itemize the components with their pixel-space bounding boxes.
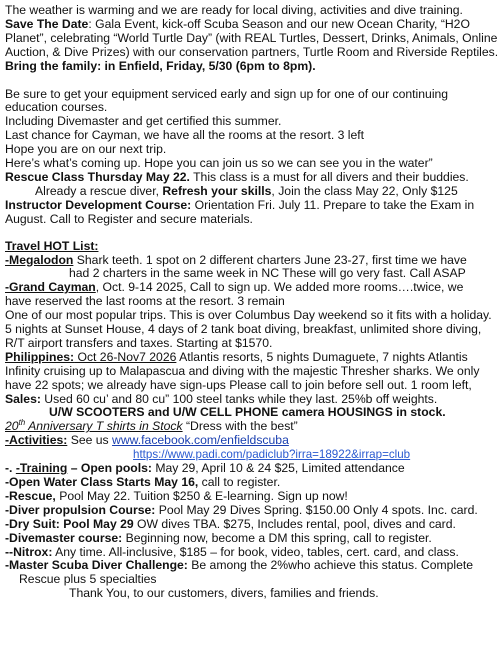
sales-line	[5, 393, 501, 407]
refresh-label: Refresh your skills	[162, 183, 272, 198]
facebook-link[interactable]: www.facebook.com/enfieldscuba	[112, 433, 289, 448]
master-diver-line-2: Rescue plus 5 specialties	[19, 572, 157, 587]
rescue-class-text: This class is a must for all divers and their buddies.	[189, 169, 469, 184]
rescue-course-line	[5, 490, 501, 504]
training-label: -Training	[15, 461, 68, 476]
grand-cayman-line-2: have reserved the last rooms at the resort. 3 remain	[5, 294, 285, 309]
megalodon-text: Shark teeth. 1 spot on 2 different charters June 23-27, first time we have	[73, 252, 467, 267]
open-pools-label: – Open pools:	[67, 461, 152, 476]
save-the-date-paragraph	[5, 18, 501, 74]
propulsion-line	[5, 504, 501, 518]
divemaster-course-line	[5, 532, 501, 546]
training-line	[5, 462, 501, 476]
popular-trip-paragraph: One of our most popular trips. This is over Columbus Day weekend so it fits with a holiday. 5 nights at Sunset House, 4 days of 2 tank boat diving, breakfast, unlimited shore diving, R/T airport transfers and taxes. Starting at $1570.	[5, 308, 492, 350]
dry-suit-text: OW dives TBA. $275, Includes rental, pool, dives and card.	[133, 516, 456, 531]
master-diver-line	[5, 559, 501, 573]
intro-line: The weather is warming and we are ready for local diving, activities and dive training.	[5, 3, 463, 17]
travel-heading: Travel HOT List:	[5, 238, 99, 253]
philippines-text: Atlantis resorts, 5 nights Dumaguete, 7 nights Atlantis Infinity cruising up to Malapascua and diving with the majestic Thresher sharks. We only have 22 spots; we already have sign-ups Please call to join before sell out. 1 room left,	[5, 349, 480, 392]
tshirt-sup: th	[18, 418, 26, 428]
equipment-paragraph: Be sure to get your equipment serviced early and sign up for one of our continuing education courses.	[5, 86, 449, 115]
activities-line	[5, 434, 501, 448]
sales-text: Used 60 cu’ and 80 cu” 100 steel tanks while they last. 25%b off weights.	[40, 391, 438, 406]
nitrox-text: Any time. All-inclusive, $185 – for book, video, tables, cert. card, and class.	[52, 544, 459, 559]
open-water-label: -Open Water Class Starts May 16,	[5, 475, 199, 489]
tshirt-line	[5, 420, 501, 434]
megalodon-label: -Megalodon	[5, 252, 74, 267]
tshirt-label	[5, 419, 183, 433]
megalodon-line-2: had 2 charters in the same week in NC These will go very fast. Call ASAP	[69, 266, 466, 281]
tshirt-quote: “Dress with the best”	[182, 419, 298, 434]
grand-cayman-label: -Grand Cayman	[5, 280, 96, 295]
propulsion-text: Pool May 29 Dives Spring. $150.00 Only 4 spots. Inc. card.	[155, 502, 478, 517]
padi-link[interactable]: https://www.padi.com/padiclub?irra=18922&irrap=club	[133, 448, 411, 462]
grand-cayman-text: , Oct. 9-14 2025, Call to sign up. We added more rooms….twice, we	[95, 280, 464, 295]
refresh-pre: Already a rescue diver,	[35, 183, 163, 198]
megalodon-line	[5, 254, 501, 268]
rescue-course-label: -Rescue,	[5, 488, 56, 503]
scooters-line: U/W SCOOTERS and U/W CELL PHONE camera HOUSINGS in stock.	[49, 405, 446, 420]
padi-line	[5, 448, 501, 462]
idc-label: Instructor Development Course:	[5, 197, 192, 212]
activities-text: See us	[67, 433, 113, 448]
bring-family-text: Bring the family: in Enfield, Friday, 5/30 (6pm to 8pm).	[5, 58, 316, 73]
activities-label: -Activities:	[5, 433, 68, 448]
propulsion-label: -Diver propulsion Course:	[5, 502, 156, 517]
coming-up-line: Here’s what’s coming up. Hope you can join us so we can see you in the water”	[5, 156, 433, 171]
open-water-line	[5, 476, 501, 490]
next-trip-line: Hope you are on our next trip.	[5, 142, 167, 157]
open-pools-text: May 29, April 10 & 24 $25, Limited attendance	[151, 461, 405, 476]
thank-you-line: Thank You, to our customers, divers, families and friends.	[69, 586, 379, 601]
divemaster-course-text: Beginning now, become a DM this spring, call to register.	[122, 530, 432, 545]
divemaster-line: Including Divemaster and get certified this summer.	[5, 114, 282, 129]
tshirt-number: 20	[5, 419, 19, 434]
philippines-label: Philippines:	[5, 349, 75, 364]
master-diver-text: Be among the 2%who achieve this status. Complete	[187, 558, 474, 573]
dry-suit-label: -Dry Suit: Pool May 29	[5, 516, 134, 531]
newsletter	[5, 4, 501, 601]
dry-suit-line	[5, 518, 501, 532]
refresh-post: , Join the class May 22, Only $125	[271, 183, 458, 198]
training-lead: -.	[5, 461, 16, 476]
rescue-course-text: Pool May 22. Tuition $250 & E-learning. Sign up now!	[55, 488, 348, 503]
rescue-class-line	[5, 171, 501, 185]
open-water-text: call to register.	[198, 475, 281, 489]
idc-text: Orientation Fri. July 11. Prepare to take the Exam in August. Call to Register and secure materials.	[5, 197, 475, 226]
grand-cayman-line	[5, 281, 501, 295]
tshirt-text: Anniversary T shirts in Stock	[25, 419, 183, 434]
save-the-date-label: Save The Date	[5, 16, 89, 31]
divemaster-course-label: -Divemaster course:	[5, 530, 123, 545]
philippines-paragraph	[5, 351, 501, 393]
nitrox-label: --Nitrox:	[5, 544, 53, 559]
save-the-date-text: : Gala Event, kick-off Scuba Season and our new Ocean Charity, “H2O Planet”, celebrating “World Turtle Day” (with REAL Turtles, Dessert, Drinks, Animals, Online Auction, & Dive Prizes) with our conservation partners, Turtle Room and Riverside Reptiles.	[5, 16, 499, 59]
refresh-line	[5, 185, 501, 199]
sales-label: Sales:	[5, 391, 41, 406]
cayman-line: Last chance for Cayman, we have all the rooms at the resort. 3 left	[5, 128, 365, 143]
nitrox-line	[5, 546, 501, 560]
master-diver-label: -Master Scuba Diver Challenge:	[5, 558, 188, 573]
philippines-dates: Oct 26-Nov7 2026	[74, 349, 177, 364]
rescue-class-label: Rescue Class Thursday May 22.	[5, 169, 190, 184]
idc-paragraph	[5, 199, 501, 227]
